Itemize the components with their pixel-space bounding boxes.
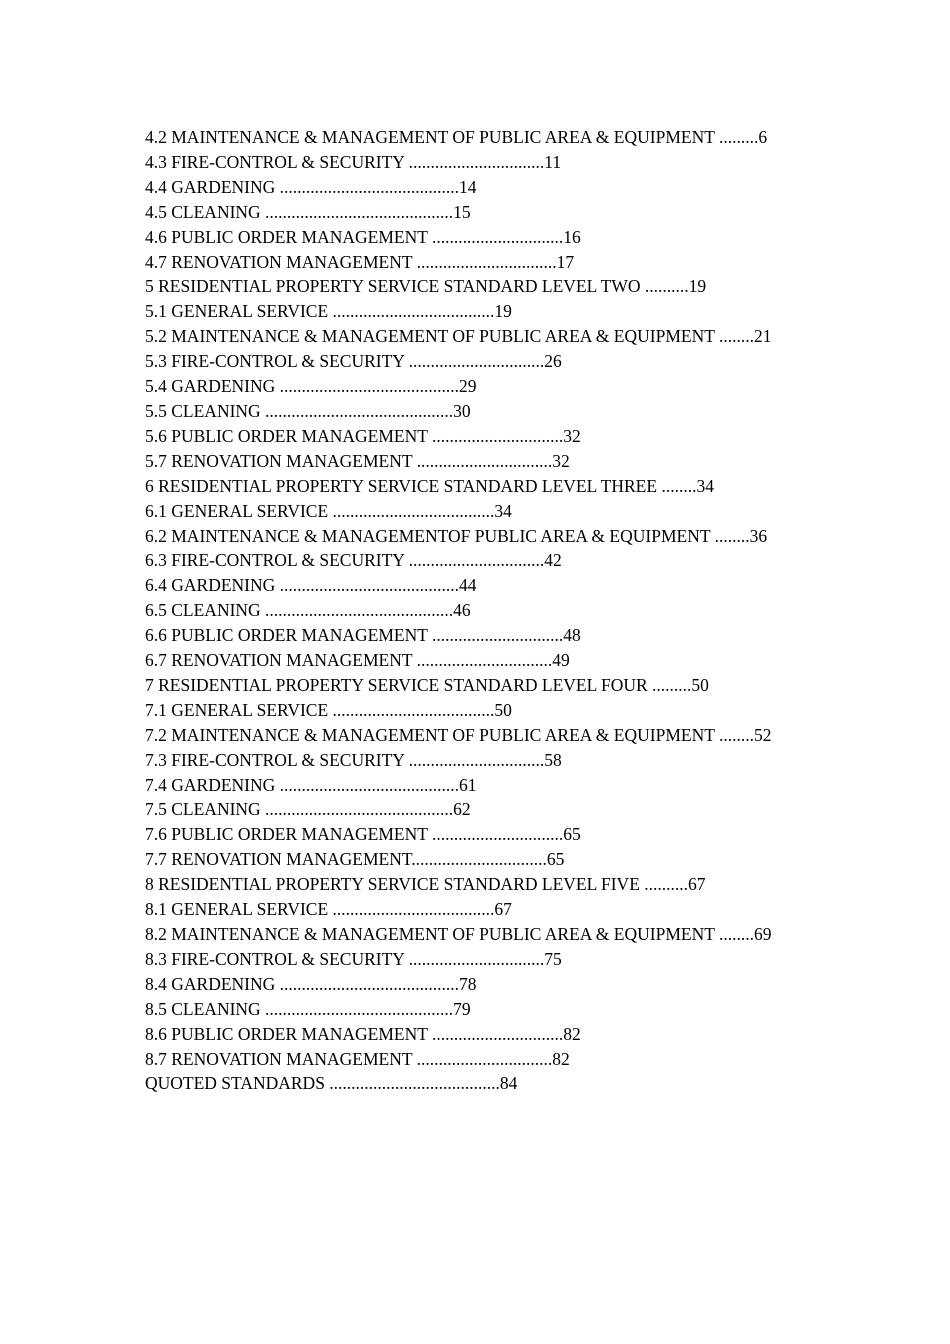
toc-entry[interactable]: 5.5 CLEANING ...........................................30 <box>145 400 471 421</box>
toc-entry[interactable]: 7.2 MAINTENANCE & MANAGEMENT OF PUBLIC AREA & EQUIPMENT ........52 <box>145 724 772 745</box>
toc-entry[interactable]: 8.6 PUBLIC ORDER MANAGEMENT ..............................82 <box>145 1023 581 1044</box>
toc-entry[interactable]: 6.3 FIRE-CONTROL & SECURITY ...............................42 <box>145 550 562 571</box>
toc-entry[interactable]: 7 RESIDENTIAL PROPERTY SERVICE STANDARD LEVEL FOUR .........50 <box>145 674 709 695</box>
toc-entry[interactable]: 5.6 PUBLIC ORDER MANAGEMENT ..............................32 <box>145 425 581 446</box>
toc-entry[interactable]: 5.1 GENERAL SERVICE .....................................19 <box>145 301 512 322</box>
toc-entry[interactable]: 6.4 GARDENING .........................................44 <box>145 575 477 596</box>
toc-entry[interactable]: 5 RESIDENTIAL PROPERTY SERVICE STANDARD LEVEL TWO ..........19 <box>145 276 707 297</box>
toc-entry[interactable]: 7.1 GENERAL SERVICE .....................................50 <box>145 699 512 720</box>
toc-entry[interactable]: 6.2 MAINTENANCE & MANAGEMENTOF PUBLIC AREA & EQUIPMENT ........36 <box>145 525 768 546</box>
toc-entry[interactable]: 6.1 GENERAL SERVICE .....................................34 <box>145 500 512 521</box>
toc-entry[interactable]: 8.4 GARDENING .........................................78 <box>145 973 477 994</box>
toc-entry[interactable]: 4.3 FIRE-CONTROL & SECURITY ...............................11 <box>145 151 562 172</box>
toc-entry[interactable]: 5.2 MAINTENANCE & MANAGEMENT OF PUBLIC AREA & EQUIPMENT ........21 <box>145 326 772 347</box>
toc-entry[interactable]: 7.7 RENOVATION MANAGEMENT...............................65 <box>145 849 565 870</box>
toc-entry[interactable]: 7.4 GARDENING .........................................61 <box>145 774 477 795</box>
toc-entry[interactable]: 7.3 FIRE-CONTROL & SECURITY ...............................58 <box>145 749 562 770</box>
toc-entry[interactable]: 6.7 RENOVATION MANAGEMENT ...............................49 <box>145 650 570 671</box>
toc-entry[interactable]: 8.5 CLEANING ...........................................79 <box>145 998 471 1019</box>
toc-entry[interactable]: 5.4 GARDENING .........................................29 <box>145 376 477 397</box>
toc-entry[interactable]: 5.7 RENOVATION MANAGEMENT ...............................32 <box>145 450 570 471</box>
toc-entry[interactable]: 4.2 MAINTENANCE & MANAGEMENT OF PUBLIC AREA & EQUIPMENT .........6 <box>145 127 768 147</box>
toc-entry[interactable]: 8.3 FIRE-CONTROL & SECURITY ...............................75 <box>145 948 562 969</box>
toc-entry[interactable]: 6.6 PUBLIC ORDER MANAGEMENT ..............................48 <box>145 625 581 646</box>
toc-entry[interactable]: QUOTED STANDARDS .......................................84 <box>145 1073 518 1094</box>
toc-entry[interactable]: 4.7 RENOVATION MANAGEMENT ................................17 <box>145 251 575 272</box>
table-of-contents <box>145 125 805 1096</box>
toc-entry[interactable]: 4.5 CLEANING ...........................................15 <box>145 201 471 222</box>
toc-entry[interactable]: 4.4 GARDENING .........................................14 <box>145 176 477 197</box>
toc-entry[interactable]: 5.3 FIRE-CONTROL & SECURITY ...............................26 <box>145 351 562 372</box>
toc-entry[interactable]: 4.6 PUBLIC ORDER MANAGEMENT ..............................16 <box>145 226 581 247</box>
toc-entry[interactable]: 7.6 PUBLIC ORDER MANAGEMENT ..............................65 <box>145 824 581 845</box>
toc-entry[interactable]: 8.1 GENERAL SERVICE .....................................67 <box>145 899 512 920</box>
toc-entry[interactable]: 8.2 MAINTENANCE & MANAGEMENT OF PUBLIC AREA & EQUIPMENT ........69 <box>145 924 772 944</box>
toc-entry[interactable]: 6 RESIDENTIAL PROPERTY SERVICE STANDARD LEVEL THREE ........34 <box>145 475 714 496</box>
toc-entry[interactable]: 6.5 CLEANING ...........................................46 <box>145 600 471 621</box>
toc-entry[interactable]: 8.7 RENOVATION MANAGEMENT ...............................82 <box>145 1048 570 1069</box>
toc-entry[interactable]: 7.5 CLEANING ...........................................62 <box>145 799 471 820</box>
toc-entry[interactable]: 8 RESIDENTIAL PROPERTY SERVICE STANDARD LEVEL FIVE ..........67 <box>145 874 706 895</box>
